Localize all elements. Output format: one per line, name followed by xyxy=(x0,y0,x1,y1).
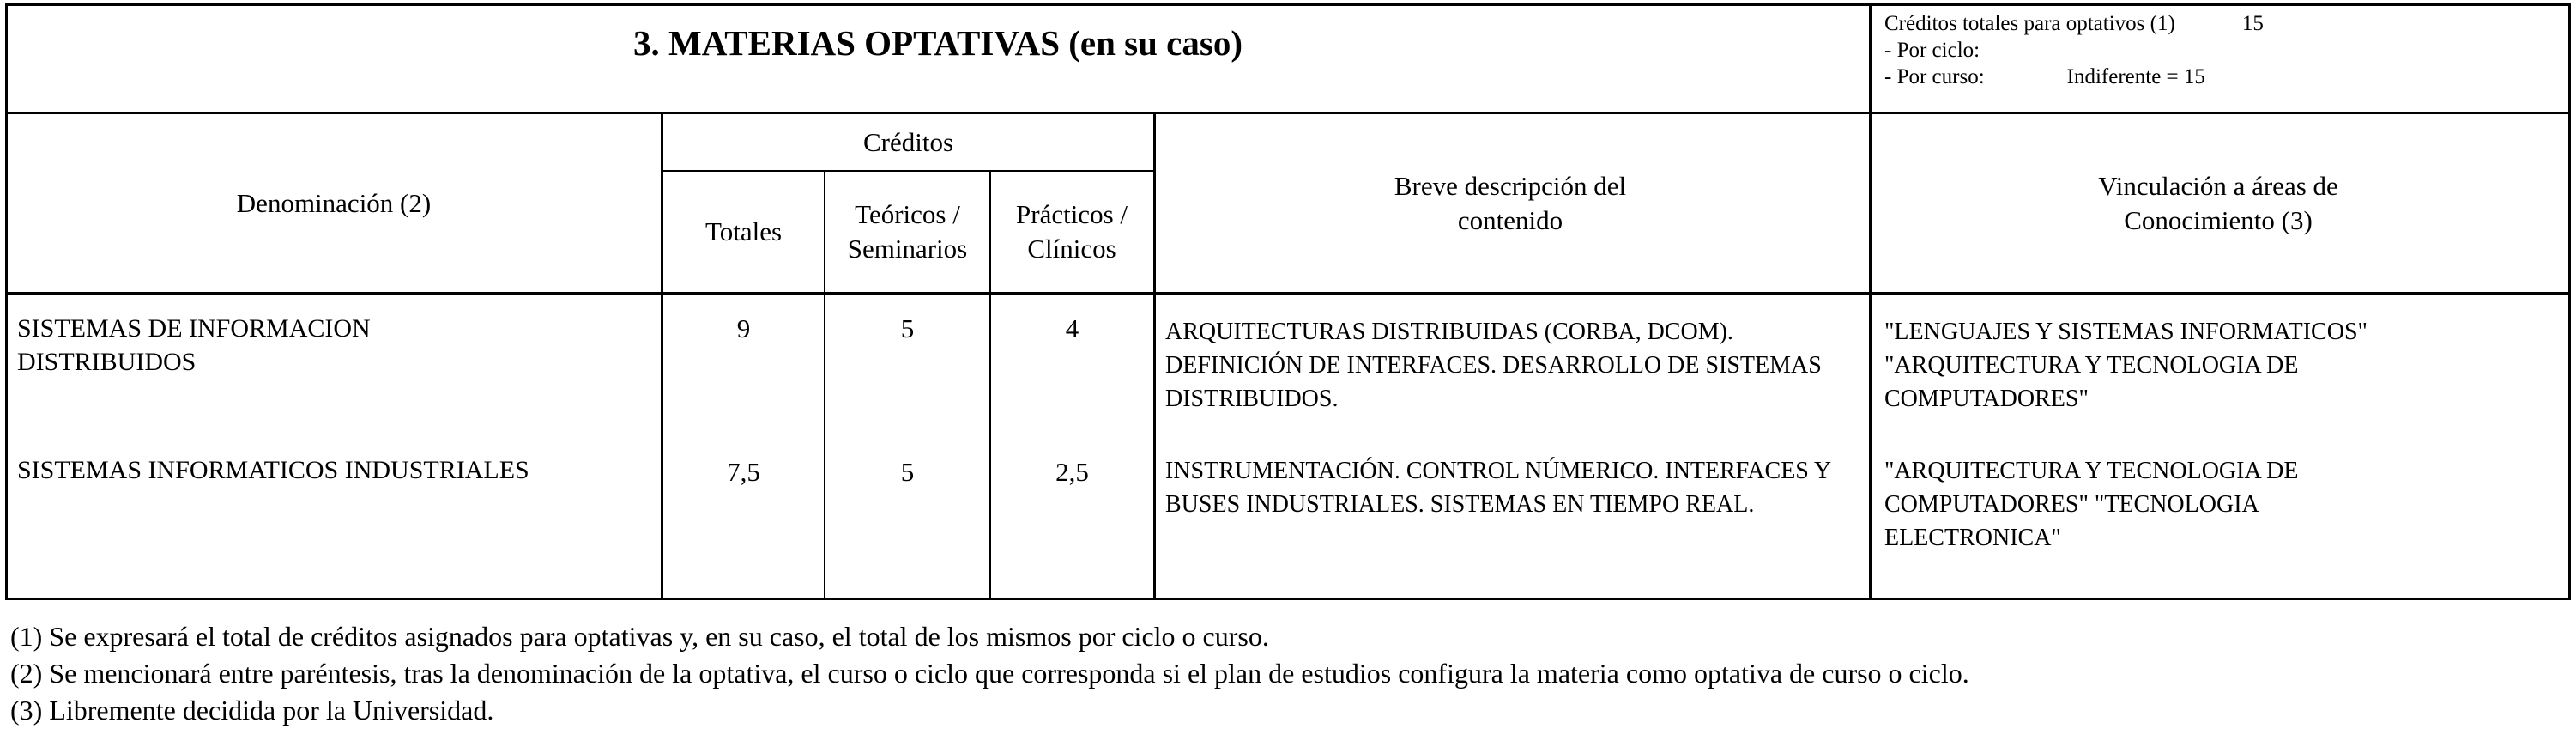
section-title: 3. MATERIAS OPTATIVAS (en su caso) xyxy=(633,23,1243,63)
credits-per-cycle-label: - Por ciclo: xyxy=(1884,39,1980,62)
table-row-1-totales: 9 xyxy=(736,313,751,343)
footnote-1: (1) Se expresará el total de créditos asignados para optativas y, en su caso, el total de los mismos por ciclo o curso. xyxy=(10,621,1269,652)
credits-total-value: 15 xyxy=(2241,12,2264,35)
table-row-2-areas: "ARQUITECTURA Y TECNOLOGIA DE COMPUTADORES" "TECNOLOGIA ELECTRONICA" xyxy=(1884,458,2299,551)
rule-title-divider xyxy=(1869,3,1872,113)
footnote-2: (2) Se mencionará entre paréntesis, tras la denominación de la optativa, el curso o ciclo que corresponda si el plan de estudios configura la materia como optativa de curso o ciclo. xyxy=(10,658,1969,689)
table-row-2-practicos: 2,5 xyxy=(1055,457,1089,487)
table-row-1-teoricos: 5 xyxy=(900,313,915,343)
table-row-1-areas: "LENGUAJES Y SISTEMAS INFORMATICOS" "ARQUITECTURA Y TECNOLOGIA DE COMPUTADORES" xyxy=(1884,319,2367,412)
table-row-2-teoricos: 5 xyxy=(900,457,915,487)
rule-header-bottom xyxy=(5,292,2571,295)
credits-total-label: Créditos totales para optativos (1) xyxy=(1884,12,2175,35)
rule-col-2 xyxy=(824,170,825,600)
credits-per-course-label: - Por curso: xyxy=(1884,65,1985,88)
table-row-1-practicos: 4 xyxy=(1065,313,1079,343)
header-descripcion: Breve descripción del contenido xyxy=(1394,170,1627,235)
table-row-2-totales: 7,5 xyxy=(727,457,760,487)
header-denominacion: Denominación (2) xyxy=(236,187,432,218)
credits-summary xyxy=(1884,10,2264,90)
footnotes xyxy=(10,618,1969,729)
header-practicos: Prácticos / Clínicos xyxy=(1016,199,1128,264)
footnote-3: (3) Libremente decidida por la Universidad. xyxy=(10,695,494,726)
header-vinculacion: Vinculación a áreas de Conocimiento (3) xyxy=(2098,170,2338,235)
rule-col-5 xyxy=(1869,112,1872,600)
credits-per-course-value: Indiferente = 15 xyxy=(2066,65,2205,88)
rule-col-3 xyxy=(989,170,991,600)
table-row-1-descripcion: ARQUITECTURAS DISTRIBUIDAS (CORBA, DCOM). DEFINICIÓN DE INTERFACES. DESARROLLO DE SISTEMAS DISTRIBUIDOS. xyxy=(1165,319,1822,412)
header-teoricos: Teóricos / Seminarios xyxy=(847,199,968,264)
header-totales: Totales xyxy=(704,216,783,246)
rule-col-4 xyxy=(1153,112,1156,600)
table-row-2-descripcion: INSTRUMENTACIÓN. CONTROL NÚMERICO. INTERFACES Y BUSES INDUSTRIALES. SISTEMAS EN TIEMPO REAL. xyxy=(1165,458,1831,518)
table-row-1-name: SISTEMAS DE INFORMACION DISTRIBUIDOS xyxy=(17,314,371,376)
table-row-2-name: SISTEMAS INFORMATICOS INDUSTRIALES xyxy=(17,456,529,484)
header-creditos: Créditos xyxy=(862,126,954,157)
